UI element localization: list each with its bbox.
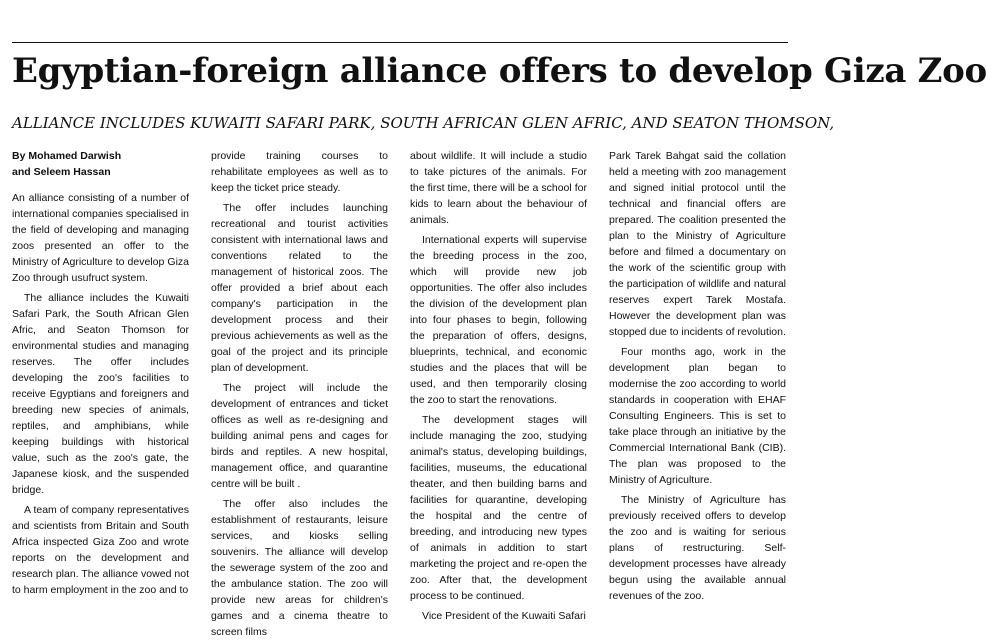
paragraph: An alliance consisting of a number of international companies specialised in the field of developing and managing zoos presented an offer to the Ministry of Agriculture to develop Giza Zoo through usufruct system. <box>12 192 189 284</box>
subheadline: ALLIANCE INCLUDES KUWAITI SAFARI PARK, SOUTH AFRICAN GLEN AFRIC, AND SEATON THOMSON, <box>12 114 835 132</box>
paragraph: about wildlife. It will include a studio to take pictures of the animals. For the first time, there will be a school for kids to learn about the behaviour of animals. <box>410 150 587 226</box>
byline <box>12 148 189 180</box>
paragraph: provide training courses to rehabilitate employees as well as to keep the ticket price steady. <box>211 150 388 194</box>
column-3 <box>410 148 587 644</box>
paragraph: A team of company representatives and scientists from Britain and South Africa inspected Giza Zoo and wrote reports on the development and research plan. The alliance vowed not to harm employment in the zoo and to <box>12 504 189 596</box>
byline-author-1: By Mohamed Darwish <box>12 150 122 162</box>
column-4 <box>609 148 786 644</box>
column-2 <box>211 148 388 644</box>
paragraph: The project will include the development of entrances and ticket offices as well as re-designing and building animal pens and cages for birds and reptiles. A new hospital, management office, and quarantine centre will be built . <box>211 382 388 490</box>
paragraph: The development stages will include managing the zoo, studying animal's status, developing buildings, facilities, museums, the educational theater, and then building barns and facilities for quarantine, developing the hospital and the centre of breeding, and introducing new types of animals in addition to start marketing the project and re-open the zoo. After that, the development process to be continued. <box>410 414 587 602</box>
article-body <box>12 148 788 638</box>
top-rule <box>12 42 788 43</box>
paragraph: The offer also includes the establishment of restaurants, leisure services, and kiosks selling souvenirs. The alliance will develop the sewerage system of the zoo and the ambulance station. The zoo will provide new areas for children's games and a cinema theatre to screen films <box>211 498 388 638</box>
byline-author-2: and Seleem Hassan <box>12 166 111 178</box>
column-1 <box>12 148 189 644</box>
paragraph: Four months ago, work in the development plan began to modernise the zoo according to world standards in cooperation with EHAF Consulting Engineers. This is set to take place through an initiative by the Commercial International Bank (CIB). The plan was proposed to the Ministry of Agriculture. <box>609 346 786 486</box>
paragraph: Park Tarek Bahgat said the collation held a meeting with zoo management and signed initial protocol until the technical and financial offers are prepared. The coalition presented the plan to the Ministry of Agriculture before and filmed a documentary on the work of the scientific group with the participation of wildlife and natural reserves expert Tarek Mostafa. However the development plan was stopped due to incidents of revolution. <box>609 150 786 338</box>
paragraph: International experts will supervise the breeding process in the zoo, which will provide new job opportunities. The offer also includes the division of the development plan into four phases to begin, following the preparation of offers, designs, blueprints, technical, and economic studies and the places that will be used, and then temporarily closing the zoo to start the renovations. <box>410 234 587 406</box>
paragraph: Vice President of the Kuwaiti Safari <box>422 610 586 622</box>
paragraph: The offer includes launching recreational and tourist activities consistent with international laws and conventions related to the management of historical zoos. The offer provided a brief about each company's participation in the development process and their previous achievements as well as the goal of the project and its principle plan of development. <box>211 202 388 374</box>
paragraph: The alliance includes the Kuwaiti Safari Park, the South African Glen Afric, and Seaton Thomson for environmental studies and managing reserves. The offer includes developing the zoo's facilities to receive Egyptians and foreigners and breeding new species of animals, reptiles, and amphibians, while keeping buildings with historical value, such as the zoo's gate, the Japanese kiosk, and the suspended bridge. <box>12 292 189 496</box>
paragraph: The Ministry of Agriculture has previously received offers to develop the zoo and is waiting for serious plans of restructuring. Self-development processes have already begun using the available annual revenues of the zoo. <box>609 494 786 602</box>
headline: Egyptian-foreign alliance offers to develop Giza Zoo <box>12 51 987 91</box>
